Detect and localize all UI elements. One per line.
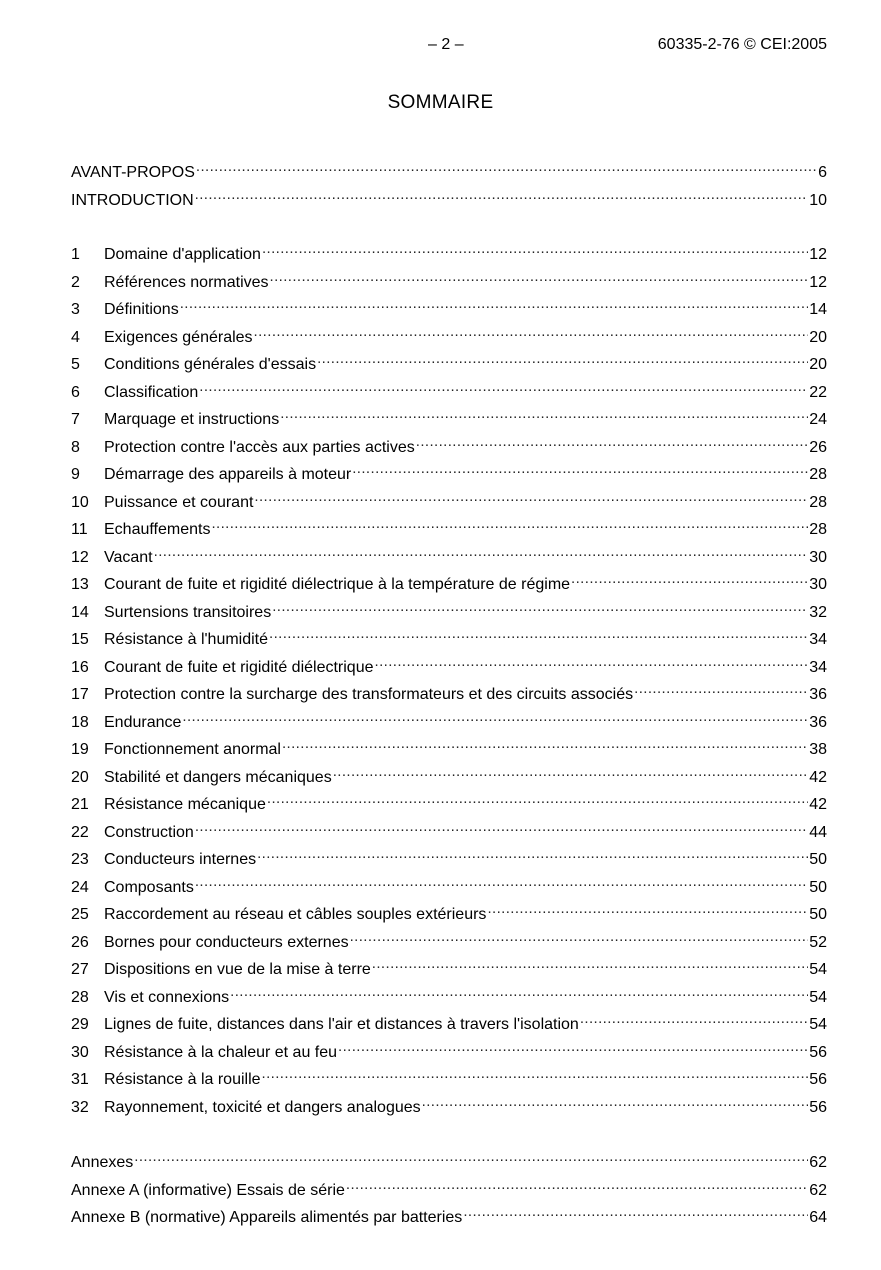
toc-entry-page: 54 [809, 961, 827, 978]
toc-entry[interactable] [71, 762, 827, 786]
toc-entry-label: Lignes de fuite, distances dans l'air et distances à travers l'isolation [104, 1016, 579, 1033]
toc-entry[interactable] [71, 185, 827, 209]
toc-entry-page: 42 [809, 796, 827, 813]
dot-leader [317, 349, 808, 369]
toc-entry-page: 24 [809, 411, 827, 428]
dot-leader [463, 1202, 808, 1222]
toc-entry-page: 20 [809, 329, 827, 346]
toc-entry-page: 54 [809, 1016, 827, 1033]
toc-entry-label: Démarrage des appareils à moteur [104, 466, 352, 483]
toc-entry-label: Marquage et instructions [104, 411, 280, 428]
toc-entry-label: Résistance mécanique [104, 796, 266, 813]
dot-leader [211, 514, 808, 534]
toc-entry-label: Définitions [104, 301, 179, 318]
dot-leader [180, 294, 809, 314]
dot-leader [422, 1092, 809, 1112]
toc-entry-label: Dispositions en vue de la mise à terre [104, 961, 371, 978]
toc-entry-label: Stabilité et dangers mécaniques [104, 769, 332, 786]
toc-entry-label: Bornes pour conducteurs externes [104, 934, 349, 951]
toc-entry[interactable] [71, 734, 827, 758]
toc-entry-page: 14 [809, 301, 827, 318]
toc-entry-number: 14 [71, 604, 89, 621]
toc-entry-page: 50 [809, 851, 827, 868]
toc-entry-number: 24 [71, 879, 89, 896]
dot-leader [372, 954, 808, 974]
dot-leader [282, 734, 808, 754]
dot-leader [195, 872, 808, 892]
toc-entry[interactable] [71, 157, 827, 181]
toc-entry-page: 62 [809, 1154, 827, 1171]
toc-entry-page: 52 [809, 934, 827, 951]
toc-entry-label: Annexe A (informative) Essais de série [71, 1182, 345, 1199]
dot-leader [487, 899, 808, 919]
toc-entry-number: 12 [71, 549, 89, 566]
toc-entry[interactable] [71, 1009, 827, 1033]
toc-entry-number: 26 [71, 934, 89, 951]
toc-entry[interactable] [71, 1064, 827, 1088]
dot-leader [333, 762, 809, 782]
toc-entry-page: 56 [809, 1071, 827, 1088]
toc-entry-label: Construction [104, 824, 194, 841]
toc-entry-label: Puissance et courant [104, 494, 254, 511]
toc-entry-label: Classification [104, 384, 199, 401]
toc-entry[interactable] [71, 652, 827, 676]
dot-leader [254, 487, 808, 507]
dot-leader [154, 542, 809, 562]
toc-entry[interactable] [71, 514, 827, 538]
dot-leader [196, 157, 817, 177]
dot-leader [350, 927, 809, 947]
toc-entry[interactable] [71, 404, 827, 428]
dot-leader [195, 817, 808, 837]
dot-leader [346, 1175, 808, 1195]
toc-entry-label: Conditions générales d'essais [104, 356, 317, 373]
toc-entry-number: 28 [71, 989, 89, 1006]
toc-entry[interactable] [71, 239, 827, 263]
toc-entry-label: Domaine d'application [104, 246, 261, 263]
toc-entry[interactable] [71, 1092, 827, 1116]
toc-entry-number: 13 [71, 576, 89, 593]
toc-entry-page: 36 [809, 686, 827, 703]
dot-leader [270, 267, 809, 287]
toc-entry-label: Endurance [104, 714, 182, 731]
toc-entry[interactable] [71, 954, 827, 978]
toc-entry[interactable] [71, 349, 827, 373]
toc-entry-label: Annexe B (normative) Appareils alimentés par batteries [71, 1209, 463, 1226]
dot-leader [195, 185, 809, 205]
toc-entry-number: 9 [71, 466, 80, 483]
toc-entry-number: 31 [71, 1071, 89, 1088]
toc-entry-page: 12 [809, 246, 827, 263]
toc-entry-page: 20 [809, 356, 827, 373]
toc-entry-page: 56 [809, 1044, 827, 1061]
toc-entry-number: 32 [71, 1099, 89, 1116]
toc-entry-label: Rayonnement, toxicité et dangers analogues [104, 1099, 421, 1116]
toc-entry[interactable] [71, 707, 827, 731]
toc-entry-label: Courant de fuite et rigidité diélectrique [104, 659, 374, 676]
toc-entry-number: 29 [71, 1016, 89, 1033]
toc-entry[interactable] [71, 679, 827, 703]
document-reference: 60335-2-76 © CEI:2005 [657, 36, 827, 53]
toc-entry-page: 34 [809, 631, 827, 648]
dot-leader [134, 1147, 808, 1167]
toc-entry-page: 30 [809, 576, 827, 593]
toc-entry-label: Vis et connexions [104, 989, 230, 1006]
toc-entry-page: 12 [809, 274, 827, 291]
toc-entry-page: 54 [809, 989, 827, 1006]
toc-entry[interactable] [71, 294, 827, 318]
toc-entry-page: 64 [809, 1209, 827, 1226]
toc-entry[interactable] [71, 432, 827, 456]
toc-entry-page: 22 [809, 384, 827, 401]
page-number: – 2 – [428, 36, 464, 53]
toc-entry-page: 6 [818, 164, 827, 181]
toc-entry[interactable] [71, 1037, 827, 1061]
toc-entry-label: Protection contre la surcharge des transformateurs et des circuits associés [104, 686, 634, 703]
toc-entry-page: 50 [809, 879, 827, 896]
toc-entry-label: Résistance à la chaleur et au feu [104, 1044, 338, 1061]
toc-entry[interactable] [71, 569, 827, 593]
toc-entry[interactable] [71, 817, 827, 841]
toc-entry-number: 1 [71, 246, 80, 263]
dot-leader [269, 624, 808, 644]
toc-entry[interactable] [71, 789, 827, 813]
dot-leader [182, 707, 808, 727]
toc-entry[interactable] [71, 982, 827, 1006]
dot-leader [634, 679, 808, 699]
toc-entry-page: 28 [809, 466, 827, 483]
toc-entry-number: 23 [71, 851, 89, 868]
toc-entry-label: Fonctionnement anormal [104, 741, 281, 758]
page-header [0, 36, 881, 56]
toc-entry-page: 42 [809, 769, 827, 786]
toc-entry-number: 17 [71, 686, 89, 703]
toc-entry-page: 56 [809, 1099, 827, 1116]
toc-entry[interactable] [71, 1175, 827, 1199]
dot-leader [272, 597, 808, 617]
toc-entry-number: 30 [71, 1044, 89, 1061]
toc-entry-number: 16 [71, 659, 89, 676]
toc-entry-number: 22 [71, 824, 89, 841]
dot-leader [262, 1064, 809, 1084]
toc-entry-label: Annexes [71, 1154, 134, 1171]
toc-entry-label: AVANT-PROPOS [71, 164, 195, 181]
toc-entry-label: Conducteurs internes [104, 851, 257, 868]
toc-entry[interactable] [71, 542, 827, 566]
toc-entry[interactable] [71, 872, 827, 896]
toc-entry-number: 27 [71, 961, 89, 978]
dot-leader [257, 844, 808, 864]
toc-entry-number: 7 [71, 411, 80, 428]
toc-entry[interactable] [71, 927, 827, 951]
toc-entry-label: Surtensions transitoires [104, 604, 272, 621]
toc-entry-number: 20 [71, 769, 89, 786]
toc-entry-number: 6 [71, 384, 80, 401]
toc-entry-label: Références normatives [104, 274, 269, 291]
toc-entry-page: 44 [809, 824, 827, 841]
toc-entry-label: Vacant [104, 549, 153, 566]
toc-entry-page: 30 [809, 549, 827, 566]
toc-entry-page: 26 [809, 439, 827, 456]
toc-entry-label: Composants [104, 879, 194, 896]
toc-entry-number: 8 [71, 439, 80, 456]
toc-entry-number: 18 [71, 714, 89, 731]
dot-leader [199, 377, 808, 397]
dot-leader [338, 1037, 808, 1057]
toc-entry[interactable] [71, 487, 827, 511]
dot-leader [352, 459, 808, 479]
toc-entry[interactable] [71, 624, 827, 648]
toc-entry-page: 34 [809, 659, 827, 676]
dot-leader [267, 789, 808, 809]
page-title: SOMMAIRE [387, 92, 494, 113]
dot-leader [280, 404, 808, 424]
toc-entry-number: 19 [71, 741, 89, 758]
toc-entry-label: INTRODUCTION [71, 192, 194, 209]
dot-leader [254, 322, 809, 342]
toc-entry[interactable] [71, 899, 827, 923]
toc-entry-page: 28 [809, 494, 827, 511]
toc-entry-page: 38 [809, 741, 827, 758]
toc-entry-label: Raccordement au réseau et câbles souples extérieurs [104, 906, 487, 923]
toc-entry-number: 2 [71, 274, 80, 291]
toc-entry-number: 10 [71, 494, 89, 511]
dot-leader [262, 239, 808, 259]
toc-entry-page: 28 [809, 521, 827, 538]
toc-entry-number: 25 [71, 906, 89, 923]
toc-entry-page: 36 [809, 714, 827, 731]
toc-entry-page: 50 [809, 906, 827, 923]
toc-entry[interactable] [71, 459, 827, 483]
toc-entry-number: 5 [71, 356, 80, 373]
toc-entry-label: Résistance à l'humidité [104, 631, 269, 648]
toc-entry-number: 15 [71, 631, 89, 648]
dot-leader [416, 432, 808, 452]
toc-entry-number: 4 [71, 329, 80, 346]
toc-entry-page: 62 [809, 1182, 827, 1199]
toc-entry[interactable] [71, 267, 827, 291]
toc-entry[interactable] [71, 377, 827, 401]
toc-entry-label: Protection contre l'accès aux parties actives [104, 439, 415, 456]
dot-leader [571, 569, 808, 589]
toc-entry-number: 21 [71, 796, 89, 813]
toc-entry-label: Echauffements [104, 521, 211, 538]
dot-leader [375, 652, 809, 672]
toc-entry-number: 11 [71, 521, 88, 538]
toc-entry[interactable] [71, 322, 827, 346]
toc-entry-label: Exigences générales [104, 329, 253, 346]
toc-entry-label: Courant de fuite et rigidité diélectrique à la température de régime [104, 576, 571, 593]
toc-entry-label: Résistance à la rouille [104, 1071, 261, 1088]
toc-entry[interactable] [71, 597, 827, 621]
toc-entry[interactable] [71, 1147, 827, 1171]
dot-leader [580, 1009, 808, 1029]
toc-entry-number: 3 [71, 301, 80, 318]
dot-leader [230, 982, 808, 1002]
toc-entry-page: 10 [809, 192, 827, 209]
toc-entry[interactable] [71, 1202, 827, 1226]
toc-entry-page: 32 [809, 604, 827, 621]
toc-entry[interactable] [71, 844, 827, 868]
